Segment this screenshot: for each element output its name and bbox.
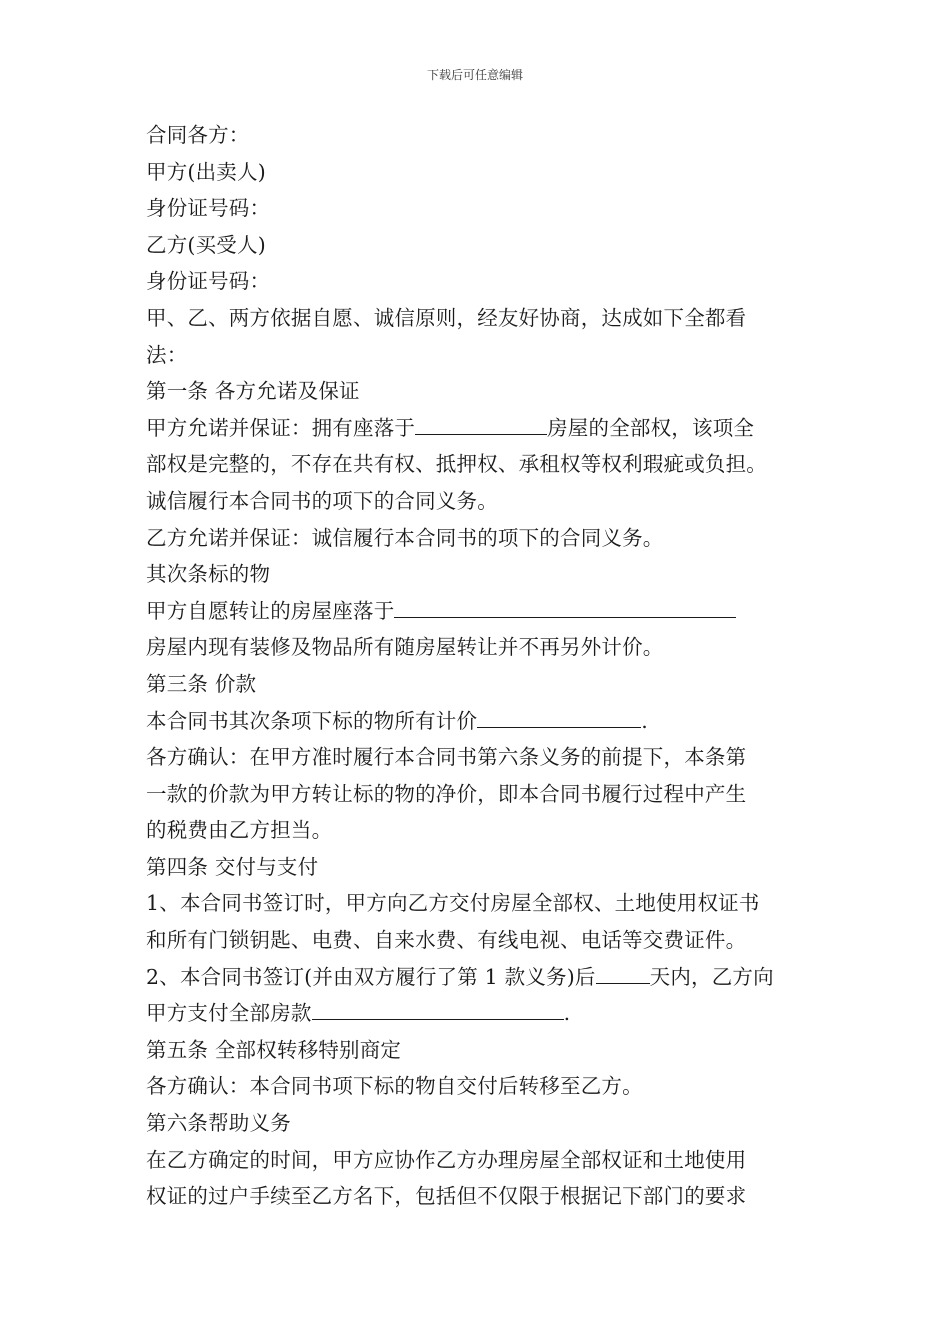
- article-3-para-2-end: 的税费由乙方担当。: [146, 818, 333, 843]
- article-5-title: 第五条 全部权转移特别商定: [146, 1037, 402, 1062]
- preamble-text: 甲、乙、两方依据自愿、诚信原则，经友好协商，达成如下全都看: [146, 305, 747, 330]
- article-3-para-1: [146, 703, 810, 740]
- article-3-para-2: 各方确认：在甲方准时履行本合同书第六条义务的前提下，本条第: [146, 745, 747, 770]
- article-4-item-1-cont: 和所有门锁钥匙、电费、自来水费、有线电视、电话等交费证件。: [146, 928, 747, 953]
- article-4-text-c: 甲方支付全部房款: [146, 1001, 312, 1026]
- article-1-title: 第一条 各方允诺及保证: [146, 379, 360, 404]
- article-2-text-a: 甲方自愿转让的房屋座落于: [146, 598, 395, 623]
- page-header-note: 下载后可任意编辑: [426, 68, 523, 82]
- property-location-blank[interactable]: [415, 410, 547, 435]
- price-blank[interactable]: [477, 703, 641, 728]
- article-2-para-1: [146, 593, 810, 630]
- article-1-para-1: [146, 410, 810, 447]
- article-4-item-1: 1、本合同书签订时，甲方向乙方交付房屋全部权、土地使用权证书: [146, 891, 760, 916]
- article-2-title: 其次条标的物: [146, 562, 271, 587]
- article-6-title: 第六条帮助义务: [146, 1111, 291, 1136]
- article-1-text-a: 甲方允诺并保证：拥有座落于: [146, 415, 416, 440]
- article-3-title: 第三条 价款: [146, 671, 257, 696]
- days-blank[interactable]: [596, 959, 650, 984]
- preamble-text-cont: 法：: [146, 342, 188, 367]
- article-1-text-b: 房屋的全部权，该项全: [547, 415, 755, 440]
- transfer-location-blank[interactable]: [394, 593, 736, 618]
- article-1-para-1-cont: 部权是完整的，不存在共有权、抵押权、承租权等权利瑕疵或负担。: [146, 452, 767, 477]
- article-4-text-b: 天内，乙方向: [649, 964, 774, 989]
- article-2-para-2: 房屋内现有装修及物品所有随房屋转让并不再另外计价。: [146, 635, 664, 660]
- article-4-text-a: 2、本合同书签订(并由双方履行了第 1 款义务)后: [146, 964, 596, 989]
- party-b-label: 乙方(买受人): [146, 232, 266, 257]
- party-a-id-label: 身份证号码：: [146, 196, 271, 221]
- article-4-item-2: [146, 959, 810, 996]
- party-b-id-label: 身份证号码：: [146, 269, 271, 294]
- article-6-para-1-cont: 权证的过户手续至乙方名下，包括但不仅限于根据记下部门的要求: [146, 1184, 747, 1209]
- party-a-label: 甲方(出卖人): [146, 159, 266, 184]
- article-1-para-2: 乙方允诺并保证：诚信履行本合同书的项下的合同义务。: [146, 525, 664, 550]
- parties-heading: 合同各方：: [146, 123, 250, 147]
- article-3-text-b: .: [641, 708, 648, 733]
- article-4-title: 第四条 交付与支付: [146, 854, 319, 879]
- payment-amount-blank[interactable]: [312, 995, 564, 1020]
- article-6-para-1: 在乙方确定的时间，甲方应协作乙方办理房屋全部权证和土地使用: [146, 1147, 747, 1172]
- article-4-item-2-cont: [146, 995, 810, 1032]
- article-4-text-d: .: [563, 1001, 571, 1026]
- article-3-text-a: 本合同书其次条项下标的物所有计价: [146, 708, 478, 733]
- article-3-para-2-cont: 一款的价款为甲方转让标的物的净价，即本合同书履行过程中产生: [146, 781, 747, 806]
- contract-body: [146, 117, 810, 1215]
- article-1-para-1-end: 诚信履行本合同书的项下的合同义务。: [146, 488, 498, 513]
- article-5-para-1: 各方确认：本合同书项下标的物自交付后转移至乙方。: [146, 1074, 643, 1099]
